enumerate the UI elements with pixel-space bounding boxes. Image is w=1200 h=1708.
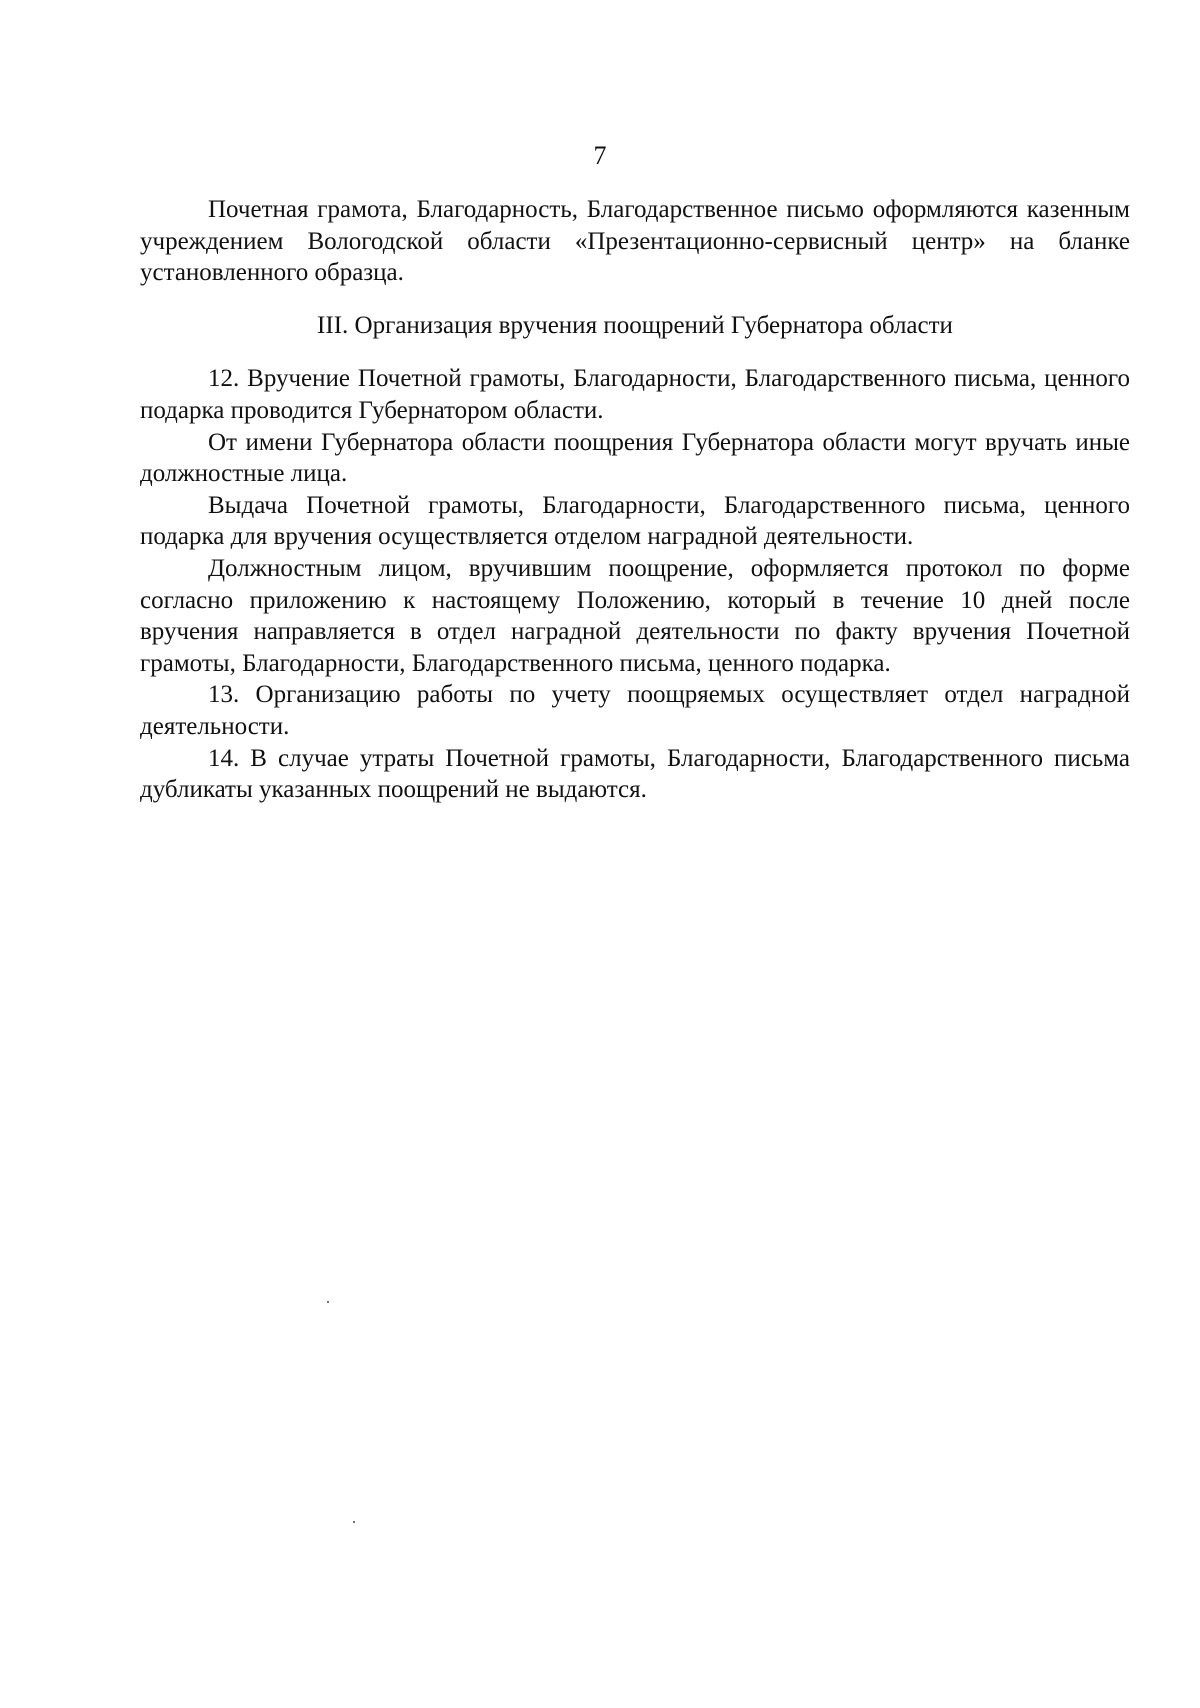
paragraph-14: 14. В случае утраты Почетной грамоты, Благодарности, Благодарственного письма дубликаты указанных поощрений не выдаются. xyxy=(140,744,1130,804)
paragraph-13: 13. Организацию работы по учету поощряемых осуществляет отдел наградной деятельности. xyxy=(140,681,1130,740)
paragraph-protocol: Должностным лицом, вручившим поощрение, оформляется протокол по форме согласно приложению к настоящему Положению, который в течение 10 дней после вручения направляется в отдел наградной деятельности по факту вручения Почетной грамоты, Благодарности, Благодарственного письма, ценного подарка. xyxy=(140,554,1130,677)
paragraph-on-behalf: От имени Губернатора области поощрения Губернатора области могут вручать иные должностные лица. xyxy=(140,428,1130,488)
paragraph-handover: Выдача Почетной грамоты, Благодарности, Благодарственного письма, ценного подарка для вручения осуществляется отделом наградной деятельности. xyxy=(140,491,1130,551)
scan-speck xyxy=(353,1521,355,1523)
document-body xyxy=(140,194,1130,806)
section-title: III. Организация вручения поощрений Губернатора области xyxy=(317,311,953,339)
scan-speck xyxy=(327,1301,329,1303)
paragraph-12: 12. Вручение Почетной грамоты, Благодарности, Благодарственного письма, ценного подарка проводится Губернатором области. xyxy=(140,365,1130,424)
paragraph-issuance: Почетная грамота, Благодарность, Благодарственное письмо оформляются казенным учреждением Вологодской области «Презентационно-сервисный центр» на бланке установленного образца. xyxy=(140,196,1130,287)
page-number: 7 xyxy=(593,141,607,170)
